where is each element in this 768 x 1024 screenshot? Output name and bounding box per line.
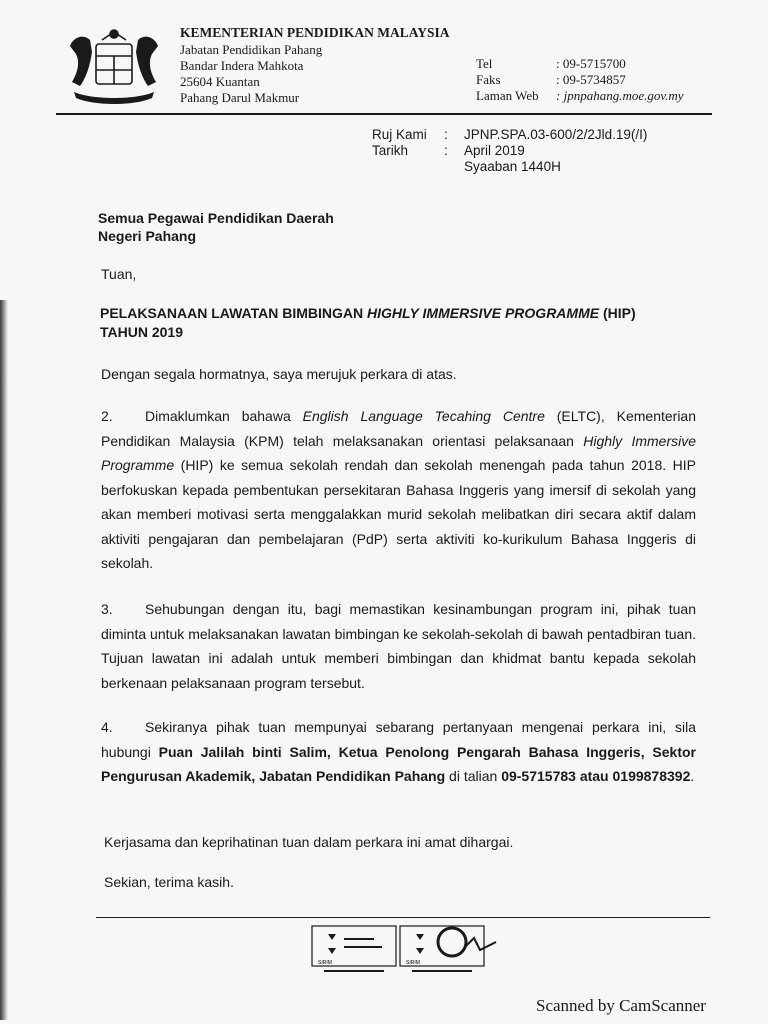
ministry-name: KEMENTERIAN PENDIDIKAN MALAYSIA	[180, 25, 450, 40]
paragraph-2: 2. Dimaklumkan bahawa English Language Tecahing Centre (ELTC), Kementerian Pendidikan Malaysia (KPM) telah melaksanakan orientasi pelaksanaan Highly Immersive Programme (HIP) ke semua sekolah rendah dan sekolah menengah pada tahun 2018. HIP berfokuskan kepada pembentukan persekitaran Bahasa Inggeris yang imersif di sekolah yang akan memberi motivasi serta menggalakkan murid sekolah melibatkan diri secara aktif dalam aktiviti pengajaran dan pembelajaran (PdP) serta aktiviti ko-kurikulum Bahasa Inggeris di sekolah.	[101, 404, 696, 576]
footer-divider	[96, 917, 710, 918]
paragraph-number: 2.	[101, 408, 113, 424]
header-divider	[56, 113, 712, 115]
department-address	[180, 42, 322, 106]
date-label: Tarikh	[372, 143, 409, 158]
scanner-watermark: Scanned by CamScanner	[536, 996, 706, 1015]
address-line: 25604 Kuantan	[180, 74, 260, 89]
hijri-date: Syaaban 1440H	[464, 159, 561, 174]
date-row: Tarikh : April 2019	[372, 143, 525, 158]
address-line: Bandar Indera Mahkota	[180, 58, 304, 73]
ref-number: JPNP.SPA.03-600/2/2Jld.19(/I)	[464, 127, 648, 142]
contact-label: Tel	[476, 56, 493, 71]
date-value: April 2019	[464, 143, 525, 158]
addressee	[98, 209, 334, 245]
contact-info	[476, 56, 684, 104]
ref-label: Ruj Kami	[372, 127, 427, 142]
contact-person: Puan Jalilah binti Salim, Ketua Penolong Pengarah Bahasa Inggeris, Sektor Pengurusan Akademik, Jabatan Pendidikan Pahang	[101, 743, 696, 784]
closing-thanks: Sekian, terima kasih.	[104, 874, 234, 890]
contact-value: : 09-5734857	[556, 72, 626, 87]
addressee-line: Semua Pegawai Pendidikan Daerah	[98, 210, 334, 226]
paragraph-1: Dengan segala hormatnya, saya merujuk perkara di atas.	[101, 366, 457, 382]
addressee-line: Negeri Pahang	[98, 228, 197, 244]
paragraph-number: 4.	[101, 719, 113, 735]
salutation: Tuan,	[101, 266, 137, 282]
certification-logos-icon	[310, 924, 500, 976]
ref-row: Ruj Kami : JPNP.SPA.03-600/2/2Jld.19(/I)	[372, 127, 648, 142]
address-line: Jabatan Pendidikan Pahang	[180, 42, 323, 57]
cert-label: SIRIM	[318, 960, 332, 966]
scan-edge-shadow	[0, 300, 8, 1020]
contact-label: Laman Web	[476, 88, 539, 103]
paragraph-3: 3. Sehubungan dengan itu, bagi memastikan kesinambungan program ini, pihak tuan diminta untuk melaksanakan lawatan bimbingan ke sekolah-sekolah di bawah pentadbiran tuan. Tujuan lawatan ini adalah untuk memberi bimbingan dan khidmat bantu kepada sekolah berkenaan pelaksanaan program tersebut.	[101, 597, 696, 695]
coat-of-arms-icon	[62, 26, 166, 106]
contact-row-fax	[476, 72, 684, 88]
letter-subject: PELAKSANAAN LAWATAN BIMBINGAN HIGHLY IMMERSIVE PROGRAMME (HIP) TAHUN 2019	[100, 305, 636, 340]
contact-phone: 09-5715783 atau 0199878392	[501, 768, 691, 784]
website-link[interactable]: : jpnpahang.moe.gov.my	[556, 88, 684, 103]
contact-label: Faks	[476, 72, 501, 87]
contact-row-tel	[476, 56, 684, 72]
contact-row-web	[476, 88, 684, 104]
paragraph-4: 4. Sekiranya pihak tuan mempunyai sebarang pertanyaan mengenai perkara ini, sila hubungi Puan Jalilah binti Salim, Ketua Penolong Pengarah Bahasa Inggeris, Sektor Pengurusan Akademik, Jabatan Pendidikan Pahang di talian 09-5715783 atau 0199878392.	[101, 715, 696, 789]
closing-line: Kerjasama dan keprihatinan tuan dalam perkara ini amat dihargai.	[104, 834, 514, 850]
address-line: Pahang Darul Makmur	[180, 90, 300, 105]
paragraph-number: 3.	[101, 601, 113, 617]
cert-label: SIRIM	[406, 960, 420, 966]
reference-block	[372, 127, 647, 175]
contact-value: : 09-5715700	[556, 56, 626, 71]
